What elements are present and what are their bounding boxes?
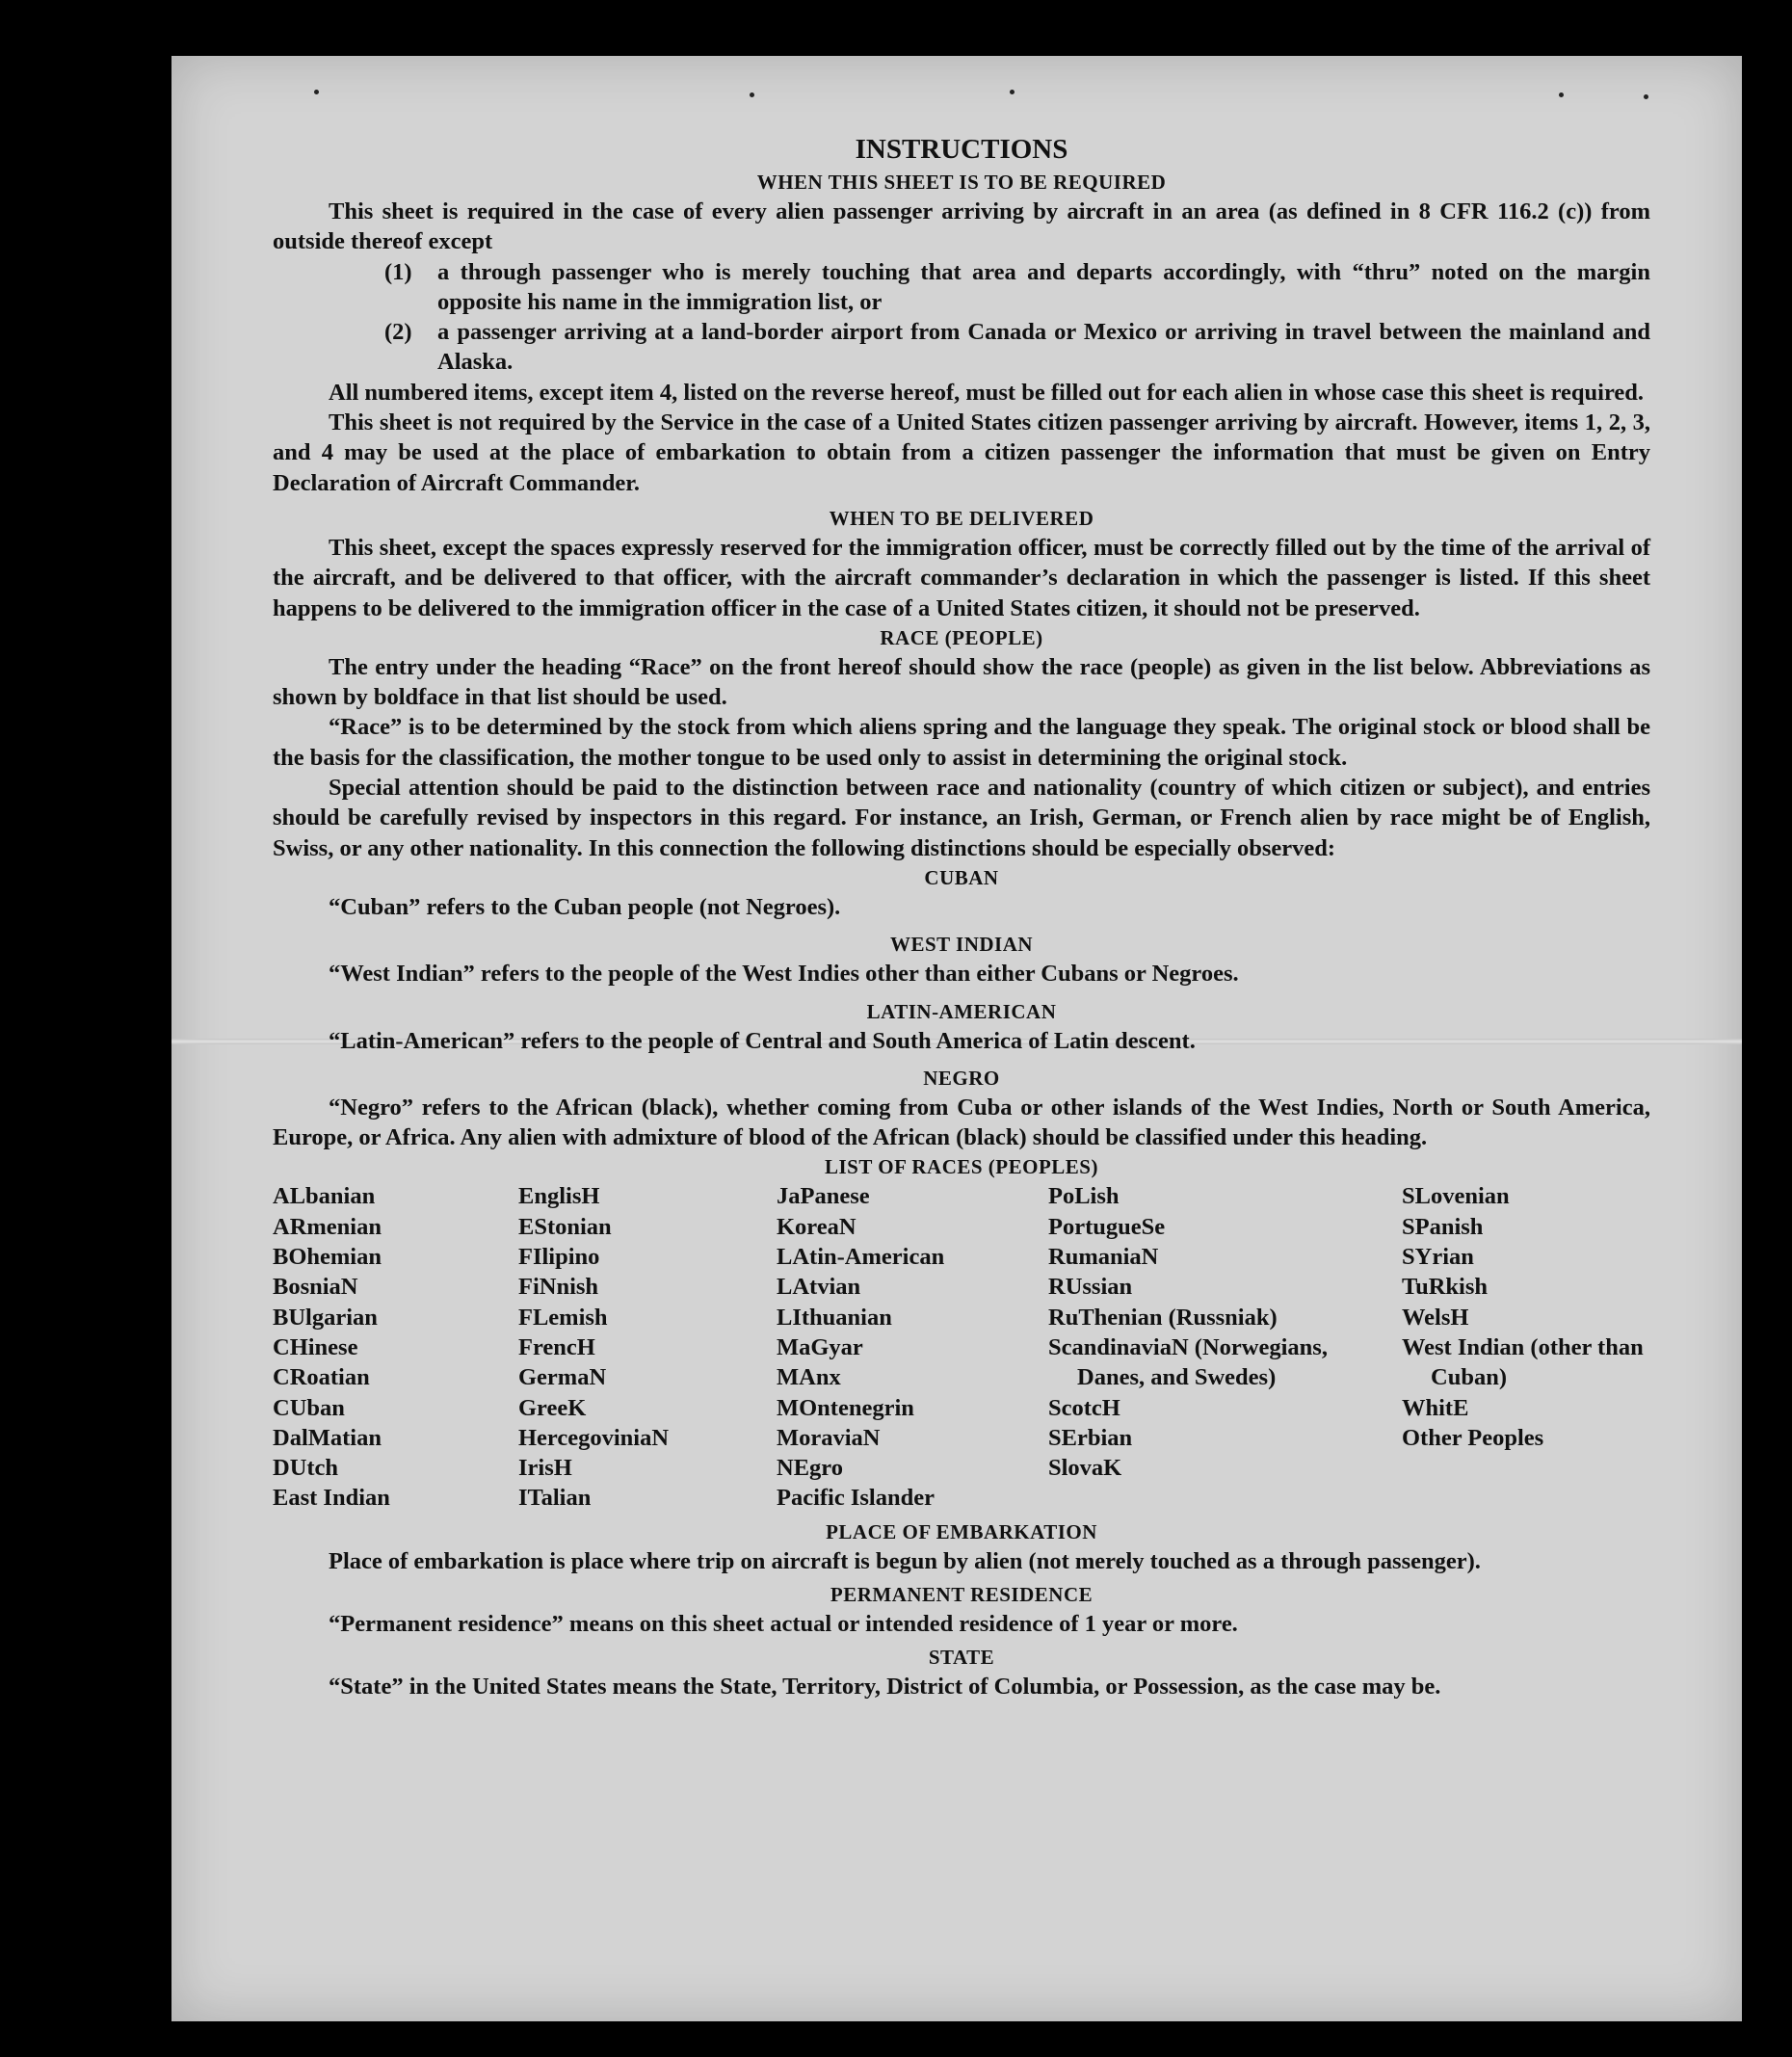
race-entry: SErbian <box>1048 1424 1133 1451</box>
instructions-content <box>273 131 1650 1702</box>
paragraph: All numbered items, except item 4, listed on the reverse hereof, must be filled out for each alien in whose case this sheet is required. <box>329 379 1645 406</box>
paper-speck <box>1644 94 1648 99</box>
race-entry: FiNnish <box>518 1274 599 1301</box>
race-entry: MAnx <box>777 1364 841 1391</box>
race-entry: FrencH <box>518 1333 595 1360</box>
item-text: a passenger arriving at a land-border airport from Canada or Mexico or arriving in travel between the mainland and Alaska. <box>437 319 1650 376</box>
race-entry: PortugueSe <box>1048 1213 1166 1240</box>
section-heading-negro: NEGRO <box>923 1066 1000 1090</box>
race-entry: BUlgarian <box>273 1304 378 1331</box>
race-entry: FIlipino <box>518 1244 600 1271</box>
race-entry: ALbanian <box>273 1183 376 1210</box>
race-entry: Other Peoples <box>1402 1424 1544 1451</box>
race-entry: West Indian (other than Cuban) <box>1402 1333 1644 1391</box>
race-entry: DUtch <box>273 1455 339 1482</box>
paragraph: Place of embarkation is place where trip on aircraft is begun by alien (not merely touched as a through passenger). <box>329 1547 1481 1574</box>
paper-speck <box>750 92 754 97</box>
race-entry: MoraviaN <box>777 1424 881 1451</box>
race-entry: GermaN <box>518 1364 607 1391</box>
paragraph: This sheet is not required by the Service in the case of a United States citizen passenger arriving by aircraft. However, items 1, 2, 3, and 4 may be used at the place of embarkation to obtain from a citizen passenger the information that must be given on Entry Declaration of Aircraft Commander. <box>273 409 1650 496</box>
race-entry: LAtvian <box>777 1274 861 1301</box>
race-entry: ARmenian <box>273 1213 382 1240</box>
list-item <box>273 317 1650 378</box>
race-entry: SlovaK <box>1048 1455 1122 1482</box>
section-heading-latin-american: LATIN-AMERICAN <box>866 999 1057 1023</box>
section-heading-race: RACE (PEOPLE) <box>880 625 1043 649</box>
race-entry: CRoatian <box>273 1364 370 1391</box>
race-entry: WhitE <box>1402 1394 1469 1421</box>
paper-speck <box>1559 92 1564 97</box>
race-entry: RumaniaN <box>1048 1244 1159 1271</box>
race-entry: RuThenian (Russniak) <box>1048 1304 1278 1331</box>
race-entry: PoLish <box>1048 1183 1120 1210</box>
race-entry: CHinese <box>273 1333 358 1360</box>
races-column <box>1402 1181 1650 1513</box>
paragraph: “Negro” refers to the African (black), whether coming from Cuba or other islands of the West Indies, North or South America, Europe, or Africa. Any alien with admixture of blood of the African (black) should be classified under this heading. <box>273 1094 1650 1151</box>
race-entry: DalMatian <box>273 1424 382 1451</box>
races-column <box>273 1181 518 1513</box>
race-entry: EnglisH <box>518 1183 600 1210</box>
section-heading-required: WHEN THIS SHEET IS TO BE REQUIRED <box>756 171 1167 194</box>
section-heading-west-indian: WEST INDIAN <box>889 933 1034 957</box>
race-entry: HercegoviniaN <box>518 1424 670 1451</box>
item-number: (1) <box>384 258 412 285</box>
races-table <box>273 1181 1650 1513</box>
race-entry: ScotcH <box>1048 1394 1120 1421</box>
race-entry: TuRkish <box>1402 1274 1489 1301</box>
paragraph: “West Indian” refers to the people of the West Indies other than either Cubans or Negroes. <box>329 961 1239 988</box>
race-entry: SPanish <box>1402 1213 1484 1240</box>
paragraph: Special attention should be paid to the distinction between race and nationality (country of which citizen or subject), and entries should be carefully revised by inspectors in this regard. For instance, an Irish, German, or French alien by race might be of English, Swiss, or any other nationality. In this connection the following distinctions should be especially observed: <box>273 775 1650 861</box>
paper-speck <box>314 90 319 94</box>
race-entry: ScandinaviaN (Norwegians, Danes, and Swedes) <box>1048 1333 1328 1391</box>
race-entry: MaGyar <box>777 1333 863 1360</box>
paragraph: “Cuban” refers to the Cuban people (not Negroes). <box>329 893 841 920</box>
race-entry: SYrian <box>1402 1244 1474 1271</box>
document-page <box>171 56 1742 2021</box>
race-entry: JaPanese <box>777 1183 870 1210</box>
item-text: a through passenger who is merely touching that area and departs accordingly, with “thru” noted on the margin opposite his name in the immigration list, or <box>437 258 1650 315</box>
race-entry: MOntenegrin <box>777 1394 914 1421</box>
race-entry: Pacific Islander <box>777 1485 935 1512</box>
race-entry: SLovenian <box>1402 1183 1510 1210</box>
item-number: (2) <box>384 319 412 346</box>
paragraph: “State” in the United States means the State, Territory, District of Columbia, or Possession, as the case may be. <box>329 1674 1441 1701</box>
paragraph: “Permanent residence” means on this sheet actual or intended residence of 1 year or more. <box>329 1610 1238 1637</box>
section-heading-races-list: LIST OF RACES (PEOPLES) <box>825 1155 1098 1179</box>
race-entry: FLemish <box>518 1304 608 1331</box>
paragraph: The entry under the heading “Race” on the front hereof should show the race (people) as given in the list below. Abbreviations as shown by boldface in that list should be used. <box>273 653 1650 711</box>
race-entry: IrisH <box>518 1455 572 1482</box>
section-heading-delivered: WHEN TO BE DELIVERED <box>829 506 1094 530</box>
race-entry: CUban <box>273 1394 345 1421</box>
race-entry: RUssian <box>1048 1274 1133 1301</box>
paragraph: This sheet, except the spaces expressly reserved for the immigration officer, must be correctly filled out by the time of the arrival of the aircraft, and be delivered to that officer, with the aircraft commander’s declaration in which the passenger is listed. If this sheet happens to be delivered to the immigration officer in the case of a United States citizen, it should not be preserved. <box>273 534 1650 621</box>
paragraph: This sheet is required in the case of every alien passenger arriving by aircraft in an area (as defined in 8 CFR 116.2 (c)) from outside thereof except <box>273 198 1650 255</box>
race-entry: ITalian <box>518 1485 592 1512</box>
race-entry: BosniaN <box>273 1274 358 1301</box>
page-title: INSTRUCTIONS <box>855 134 1068 165</box>
race-entry: LAtin-American <box>777 1244 945 1271</box>
race-entry: NEgro <box>777 1455 843 1482</box>
race-entry: LIthuanian <box>777 1304 892 1331</box>
race-entry: BOhemian <box>273 1244 382 1271</box>
section-heading-embarkation: PLACE OF EMBARKATION <box>826 1519 1097 1543</box>
section-heading-cuban: CUBAN <box>924 865 999 889</box>
paragraph: “Race” is to be determined by the stock from which aliens spring and the language they speak. The original stock or blood shall be the basis for the classification, the mother tongue to be used only to assist in determining the original stock. <box>273 714 1650 771</box>
race-entry: KoreaN <box>777 1213 856 1240</box>
section-heading-state: STATE <box>928 1646 995 1670</box>
race-entry: GreeK <box>518 1394 587 1421</box>
races-column <box>1048 1181 1402 1513</box>
paragraph: “Latin-American” refers to the people of Central and South America of Latin descent. <box>329 1027 1196 1054</box>
list-item <box>273 257 1650 318</box>
races-column <box>518 1181 777 1513</box>
races-column <box>777 1181 1048 1513</box>
paper-speck <box>1010 90 1015 94</box>
race-entry: WelsH <box>1402 1304 1469 1331</box>
race-entry: East Indian <box>273 1485 390 1512</box>
race-entry: EStonian <box>518 1213 612 1240</box>
section-heading-residence: PERMANENT RESIDENCE <box>830 1582 1094 1606</box>
